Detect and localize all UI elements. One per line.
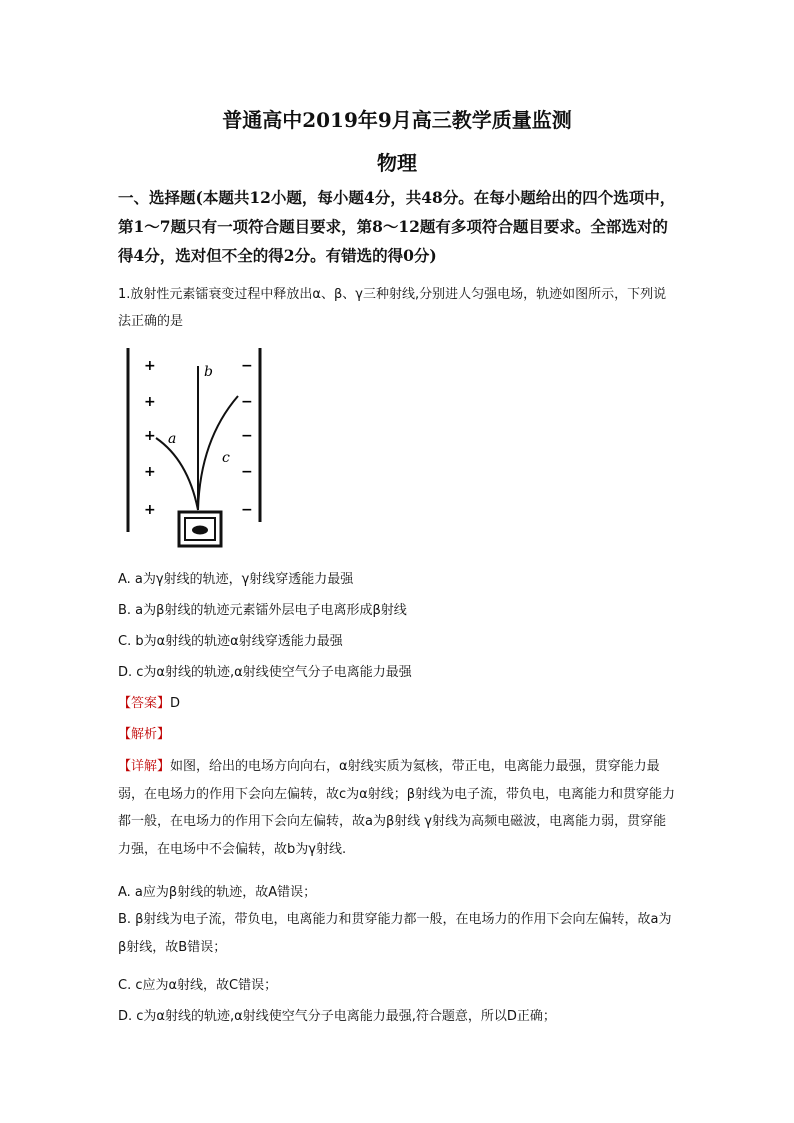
label-b: b [204,364,213,380]
analysis-point-b: B. β射线为电子流，带负电，电离能力和贯穿能力都一般，在电场力的作用下会向左偏转，故a为β射线，故B错误； [118,912,672,955]
question-stem: 1.放射性元素镭衰变过程中释放出α、β、γ三种射线,分别进人匀强电场，轨迹如图所示，下列说法正确的是 [118,287,667,329]
analysis-label: 【解析】 [118,727,171,742]
option-c: C. b为α射线的轨迹α射线穿透能力最强 [118,634,343,649]
detail-label: 【详解】 [118,759,171,774]
plus-sign: + [144,358,156,374]
analysis-point-d: D. c为α射线的轨迹,α射线使空气分子电离能力最强,符合题意，所以D正确； [118,1009,556,1024]
minus-sign: − [241,428,253,444]
plus-sign: + [144,394,156,410]
plus-sign: + [144,502,156,518]
answer-value: D [170,696,181,711]
section-heading: 一、选择题(本题共12小题，每小题4分，共48分。在每小题给出的四个选项中，第1～7题只有一项符合题目要求，第8～12题有多项符合题目要求。全部选对的得4分，选对但不全的得2分。有错选的得0分) [118,188,676,265]
page-title: 普通高中2019年9月高三教学质量监测 [222,108,572,132]
radium-source [192,526,208,535]
option-a: A. a为γ射线的轨迹，γ射线穿透能力最强 [118,572,354,587]
minus-sign: − [241,358,253,374]
label-a: a [168,431,177,447]
answer-line [118,694,180,714]
analysis-detail [118,753,678,863]
label-c: c [222,450,230,466]
minus-sign: − [241,502,253,518]
plus-sign: + [144,428,156,444]
option-b: B. a为β射线的轨迹元素镭外层电子电离形成β射线 [118,603,407,618]
answer-label: 【答案】 [118,696,171,711]
ray-a-track [156,438,198,510]
radiation-field-figure [118,340,278,562]
minus-sign: − [241,464,253,480]
minus-sign: − [241,394,253,410]
analysis-point-a: A. a应为β射线的轨迹，故A错误； [118,885,317,900]
analysis-point-c: C. c应为α射线，故C错误； [118,978,278,993]
option-d: D. c为α射线的轨迹,α射线使空气分子电离能力最强 [118,665,412,680]
ray-c-track [198,396,238,510]
detail-text: 如图，给出的电场方向向右，α射线实质为氦核，带正电，电离能力最强，贯穿能力最弱，在电场力的作用下会向左偏转，故c为α射线；β射线为电子流，带负电，电离能力和贯穿能力都一般，在电场力的作用下会向左偏转，故a为β射线 γ射线为高频电磁波，电离能力弱，贯穿能力强，在电场中不会偏转，故b为γ射线. [118,759,676,857]
plus-sign: + [144,464,156,480]
subject-title: 物理 [377,151,417,175]
